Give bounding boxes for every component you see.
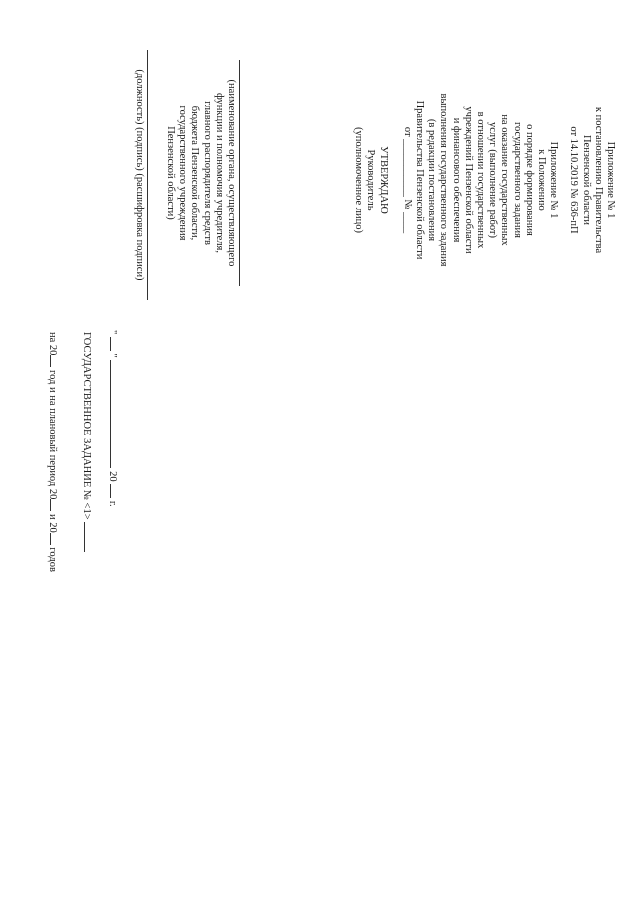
period-year-blank: [50, 355, 60, 367]
spacer: [559, 60, 567, 300]
appendix-line: Приложение № 1: [605, 141, 616, 219]
plan-year-2-blank: [50, 533, 60, 545]
authority-line: (наименование органа, осуществляющего: [226, 79, 237, 267]
assignment-title: [80, 332, 94, 552]
period-text-3: и 20: [47, 513, 58, 533]
authority-line: функции и полномочия учредителя,: [213, 92, 225, 254]
regulation-line: государственного задания: [511, 121, 523, 238]
assignment-title-text: ГОСУДАРСТВЕННОЕ ЗАДАНИЕ № <1>: [81, 332, 92, 520]
authority-line: государственного учреждения: [177, 105, 189, 241]
period-text-2: год и на плановый период 20: [47, 370, 58, 500]
spacer: [389, 60, 401, 300]
regulation-line: учреждений Пензенской области: [462, 106, 474, 254]
day-blank: [110, 337, 120, 351]
authority-line: главного распорядителя средств: [201, 101, 213, 245]
year-suffix: г.: [107, 500, 118, 507]
regulation-line: к Положению: [535, 149, 547, 211]
regulation-line: о порядке формирования: [523, 124, 535, 236]
approver-title: Руководитель: [365, 149, 377, 211]
date-line: [106, 330, 120, 570]
open-quote: ": [107, 330, 118, 335]
plan-year-1-blank: [50, 499, 60, 511]
regulation-line: выполнения государственного задания: [438, 93, 450, 267]
regulation-line: (в редакции постановления: [426, 118, 438, 242]
month-blank: [110, 360, 120, 468]
appendix-line: Пензенской области: [580, 134, 592, 226]
appendix-line: от 14.10.2019 № 636-пП: [568, 126, 580, 234]
regulation-line: на оказание государственных: [499, 114, 511, 246]
regulation-line: в отношении государственных: [474, 111, 486, 249]
regulation-line: Правительства Пензенской области: [413, 100, 425, 260]
appendix-line: к постановлению Правительства: [592, 106, 604, 254]
approve-heading: УТВЕРЖДАЮ: [377, 146, 389, 214]
regulation-line: Приложение № 1: [548, 141, 560, 219]
approval-block: [352, 60, 616, 300]
year-prefix: 20: [107, 471, 118, 482]
period-text-4: годов: [47, 547, 58, 572]
regulation-line: от ___________ № ____: [401, 126, 413, 234]
approver-note: (уполномоченное лицо): [353, 126, 365, 234]
period-text-1: на 20: [47, 332, 58, 356]
year-blank: [110, 484, 120, 498]
signature-caption: (должность) (подпись) (расшифровка подписи): [133, 50, 148, 300]
regulation-line: и финансового обеспечения: [450, 117, 462, 243]
authority-line: Пензенской области): [164, 126, 176, 220]
authority-block: [164, 60, 240, 286]
period-line: [46, 332, 60, 572]
close-quote: ": [107, 353, 118, 358]
authority-line: бюджета Пензенской области,: [189, 105, 201, 241]
assignment-number-blank: [84, 522, 94, 552]
regulation-line: услуг (выполнение работ): [487, 121, 499, 239]
